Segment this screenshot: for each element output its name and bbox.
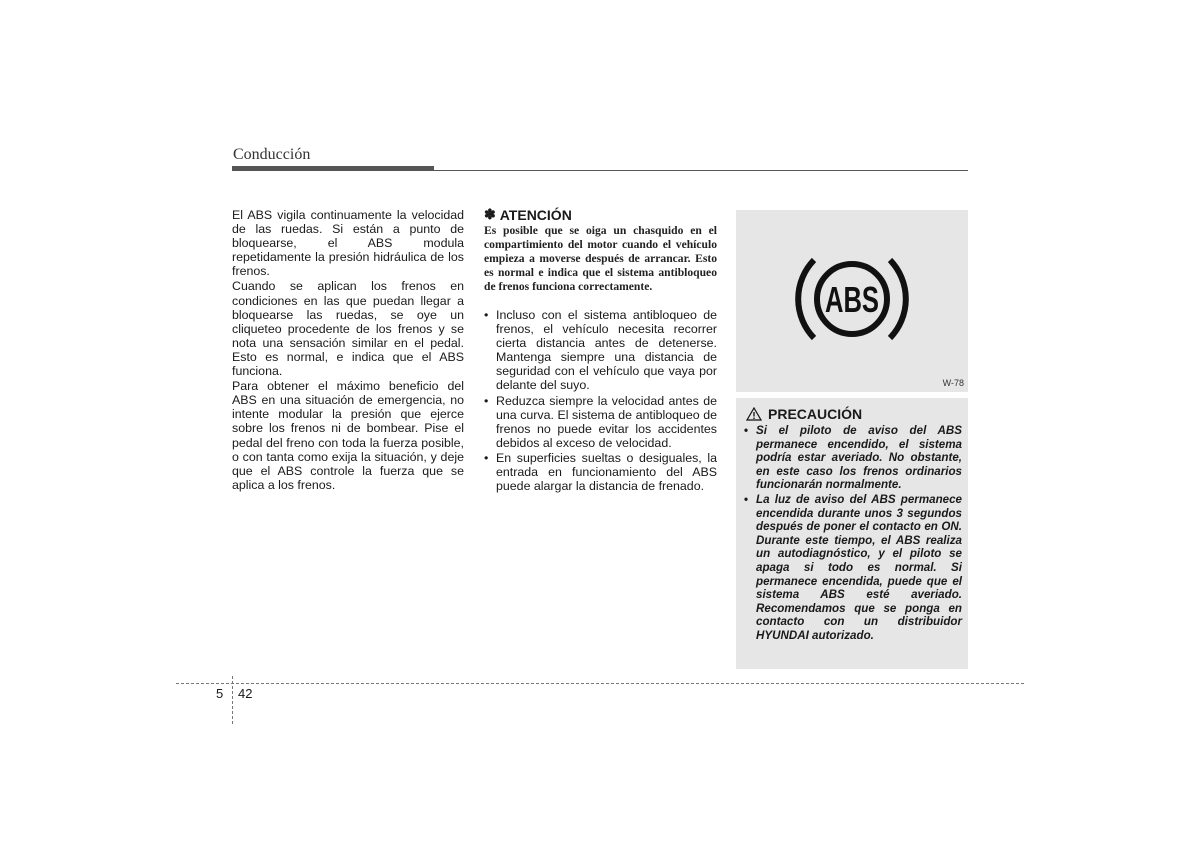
figure-code: W-78 (942, 378, 964, 388)
section-number: 5 (216, 686, 224, 701)
page-section-title: Conducción (233, 146, 311, 163)
caution-heading (744, 406, 962, 422)
abs-description-column (232, 208, 464, 493)
paragraph: El ABS vigila continuamente la velocidad de las ruedas. Si están a punto de bloquearse, el ABS modula repetidamente la presión hidráulica de los frenos. (232, 208, 464, 279)
list-item: • En superficies sueltas o desiguales, la entrada en funcionamiento del ABS puede alargar la distancia de frenado. (484, 450, 717, 494)
header-rule (232, 170, 968, 171)
list-item: • Si el piloto de aviso del ABS permanece encendido, el sistema podría estar averiado. No obstante, en este caso los frenos ordinarios funcionarán normalmente. (744, 424, 962, 492)
attention-title: ATENCIÓN (499, 206, 572, 223)
list-item: • Incluso con el sistema antibloqueo de frenos, el vehículo necesita recorrer cierta distancia antes de detenerse. Mantenga siempre una distancia de seguridad con el vehículo que vaya por delante del suyo. (484, 308, 717, 393)
attention-heading (484, 206, 717, 223)
list-item: • Reduzca siempre la velocidad antes de una curva. El sistema de antibloqueo de frenos no puede evitar los accidentes debidos al exceso de velocidad. (484, 393, 717, 450)
driving-tips-list (484, 308, 717, 493)
abs-warning-figure (736, 210, 968, 392)
abs-icon-label: ABS (825, 279, 879, 320)
page-number: 42 (238, 686, 253, 701)
attention-body: Es posible que se oiga un chasquido en el compartimiento del motor cuando el vehículo empieza a moverse después de arrancar. Esto es normal e indica que el sistema antibloqueo de frenos funciona correctamente. (484, 224, 717, 293)
paragraph: Cuando se aplican los frenos en condiciones en las que puedan llegar a bloquearse las ruedas, se oye un cliqueteo procedente de los frenos y se nota una sensación similar en el pedal. Esto es normal, e indica que el ABS funciona. (232, 279, 464, 379)
footer-rule (176, 683, 1024, 684)
asterisk-icon: ✽ (484, 206, 496, 222)
caution-list (744, 424, 962, 643)
abs-warning-icon (794, 254, 910, 344)
attention-column (484, 206, 717, 494)
list-item: • La luz de aviso del ABS permanece encendida durante unos 3 segundos después de poner el contacto en ON. Durante este tiempo, el ABS realiza un autodiagnóstico, y el piloto se apaga si todo es normal. Si permanece encendida, puede que el sistema ABS esté averiado. Recomendamos que se ponga en contacto con un distribuidor HYUNDAI autorizado. (744, 492, 962, 642)
warning-triangle-icon (746, 407, 762, 421)
footer-divider (232, 676, 233, 724)
caution-title: PRECAUCIÓN (768, 406, 863, 422)
paragraph: Para obtener el máximo beneficio del ABS en una situación de emergencia, no intente modular la presión que ejerce sobre los frenos ni de bombear. Pise el pedal del freno con toda la fuerza posible, o con tanta como exija la situación, y deje que el ABS controle la fuerza que se aplica a los frenos. (232, 379, 464, 492)
caution-box (736, 398, 968, 669)
